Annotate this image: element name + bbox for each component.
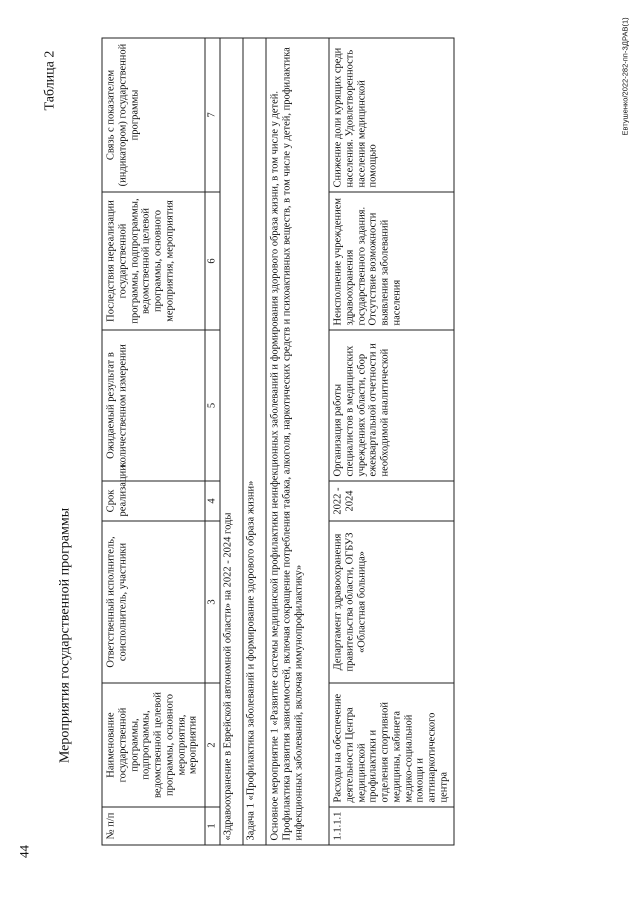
header-cell: Наименование государственной программы, подпрограммы, ведомственной целевой программы, основного мероприятия, мероприятия [102, 683, 205, 807]
column-number: 6 [205, 192, 220, 330]
task-row [243, 38, 266, 845]
row-executor: Департамент здравоохранения правительства области, ОГБУЗ «Областная больница» [329, 521, 454, 683]
table-row [329, 38, 454, 845]
row-number: 1.1.1.1 [329, 807, 454, 845]
header-cell: Ожидаемый результат в количественном измерении [102, 330, 205, 481]
header-cell: Срок реализации [102, 481, 205, 521]
page-title: Мероприятия государственной программы [57, 507, 72, 763]
table-label: Таблица 2 [42, 50, 57, 110]
row-name: Расходы на обеспечение деятельности Центра медицинской профилактики и отделения спортивной медицины, кабинета медико-социальной помощи и антинаркотического центра [329, 683, 454, 807]
row-result: Организация работы специалистов в медицинских учреждениях области, сбор ежеквартальной отчетности и необходимой аналитической [329, 330, 454, 481]
row-term: 2022 - 2024 [329, 481, 454, 521]
program-title: «Здравоохранение в Еврейской автономной области» на 2022 - 2024 годы [220, 38, 243, 845]
program-events-table [101, 37, 454, 845]
main-event-row [266, 38, 329, 845]
main-event-text: Основное мероприятие 1 «Развитие системы медицинской профилактики неинфекционных заболеваний и формирования здорового образа жизни, в том числе у детей. Профилактика развития зависимостей, включая сокращение потребления табака, алкоголя, наркотических средств и психоактивных веществ, в том числе у детей, профилактика инфекционных заболеваний, включая иммунопрофилактику» [266, 38, 329, 845]
row-consequences: Неисполнение учреждением здравоохранения государственного задания. Отсутствие возможности выявления заболеваний населения [329, 192, 454, 330]
column-number: 7 [205, 38, 220, 192]
document-footer-id: Евтушенко/2022-282-пп-ЗДРАВ(1) [620, 16, 629, 135]
program-row [220, 38, 243, 845]
column-number: 5 [205, 330, 220, 481]
column-number: 2 [205, 683, 220, 807]
column-number: 1 [205, 807, 220, 845]
task-title: Задача 1 «Профилактика заболеваний и формирование здорового образа жизни» [243, 38, 266, 845]
header-cell: Ответственный исполнитель, соисполнитель, участники [102, 521, 205, 683]
column-number: 4 [205, 481, 220, 521]
header-cell: № п/п [102, 807, 205, 845]
row-indicator: Снижение доли курящих среди населения. Удовлетворенность населения медицинской помощью [329, 38, 454, 192]
column-number-row [205, 38, 220, 845]
page-number: 44 [16, 844, 31, 858]
table-header-row [102, 38, 205, 845]
header-cell: Последствия нереализации государственной программы, подпрограммы, ведомственной целевой программы, основного мероприятия, мероприятия [102, 192, 205, 330]
column-number: 3 [205, 521, 220, 683]
header-cell: Связь с показателем (индикатором) государственной программы [102, 38, 205, 192]
